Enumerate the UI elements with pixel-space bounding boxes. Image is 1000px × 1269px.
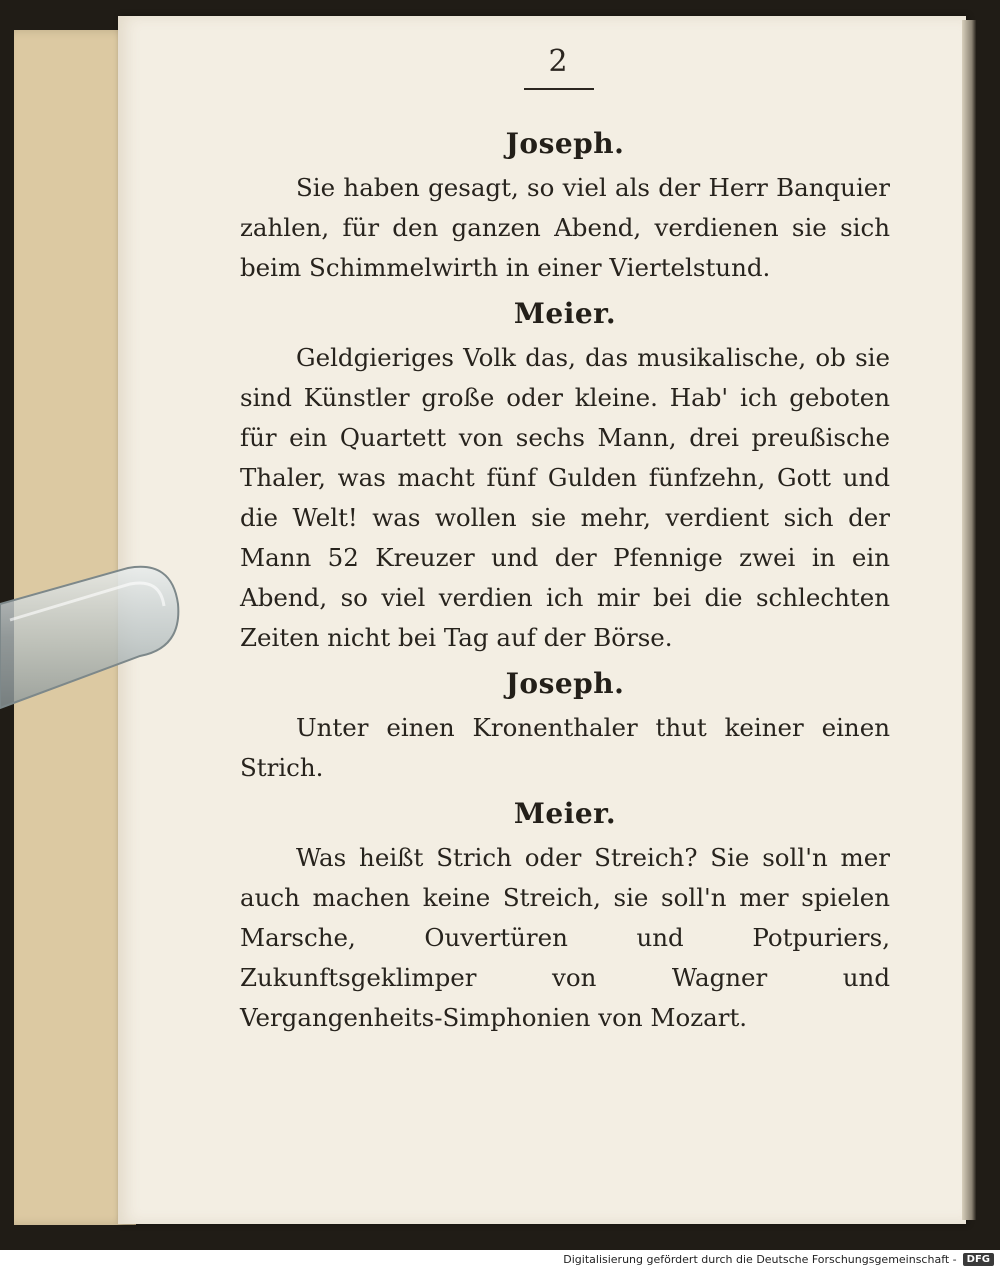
dialogue-paragraph: Unter einen Kronenthaler thut keiner einen Strich. bbox=[240, 713, 890, 782]
dfg-logo: DFG bbox=[963, 1253, 994, 1266]
dialogue-paragraph: Was heißt Strich oder Streich? Sie soll'n mer auch machen keine Streich, sie soll'n mer spielen Marsche, Ouvertüren und Potpuriers, Zukunftsgeklimper von Wagner und Vergangenheits-Simphonien von Mozart. bbox=[240, 843, 890, 1032]
plastic-ruler bbox=[0, 560, 182, 710]
footer-credit: Digitalisierung gefördert durch die Deutsche Forschungsgemeinschaft - bbox=[563, 1253, 957, 1266]
speaker-name: Meier. bbox=[513, 297, 617, 330]
book-page bbox=[118, 16, 966, 1224]
dialogue-paragraph: Geldgieriges Volk das, das musikalische, ob sie sind Künstler große oder kleine. Hab' ich geboten für ein Quartett von sechs Mann, drei preußische Thaler, was macht fünf Gulden fünfzehn, Gott und die Welt! was wollen sie mehr, verdient sich der Mann 52 Kreuzer und der Pfennige zwei in ein Abend, so viel verdien ich mir bei die schlechten Zeiten nicht bei Tag auf der Börse. bbox=[240, 343, 890, 652]
dialogue-paragraph: Sie haben gesagt, so viel als der Herr Banquier zahlen, für den ganzen Abend, verdienen sie sich beim Schimmelwirth in einer Viertelstund. bbox=[240, 173, 890, 282]
footer-bar bbox=[0, 1250, 1000, 1269]
page-number: 2 bbox=[548, 44, 568, 79]
speaker-name: Joseph. bbox=[505, 127, 625, 160]
page-number-rule bbox=[524, 88, 594, 90]
speaker-name: Meier. bbox=[513, 797, 617, 830]
speaker-name: Joseph. bbox=[505, 667, 625, 700]
page-text bbox=[240, 120, 890, 1044]
page-edge-shadow bbox=[962, 20, 976, 1220]
